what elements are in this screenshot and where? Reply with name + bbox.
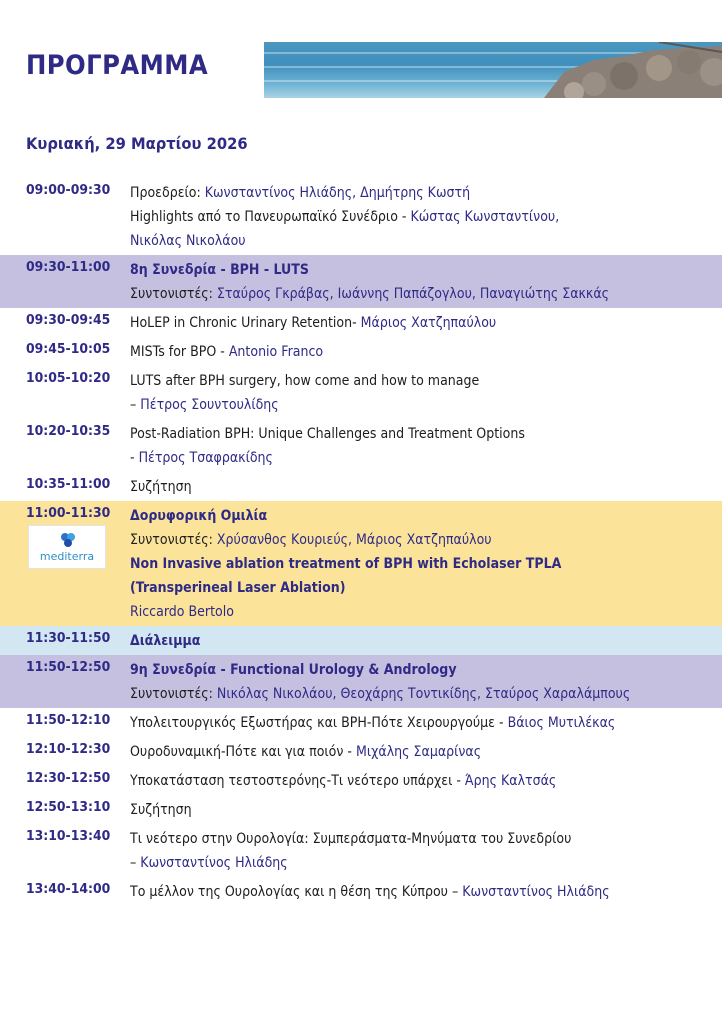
talk-title: Τι νεότερο στην Ουρολογία: Συμπεράσματα-Μηνύματα του Συνεδρίου — [130, 831, 572, 847]
time-slot: 11:00-11:30 — [26, 505, 111, 521]
break-label: Διάλειμμα — [130, 633, 201, 649]
speaker-name: Βάιος Μυτιλέκας — [507, 715, 616, 731]
schedule-row — [0, 708, 722, 737]
time-slot: 11:50-12:50 — [26, 659, 111, 675]
time-slot: 09:30-09:45 — [26, 312, 111, 328]
talk-title: HoLEP in Chronic Urinary Retention- — [130, 315, 361, 331]
time-slot: 11:50-12:10 — [26, 712, 111, 728]
talk-title: Non Invasive ablation treatment of BPH with Echolaser TPLA — [130, 556, 562, 572]
discussion-label: Συζήτηση — [130, 479, 192, 495]
time-slot: 09:45-10:05 — [26, 341, 111, 357]
logo-text: mediterra — [39, 550, 95, 563]
dash: - — [130, 450, 139, 466]
schedule-row — [0, 766, 722, 795]
speaker-name: Κωνσταντίνος Ηλιάδης — [462, 884, 610, 900]
moderator-names: Σταύρος Γκράβας, Ιωάννης Παπάζογλου, Παναγιώτης Σακκάς — [216, 286, 610, 302]
speaker-name: Μιχάλης Σαμαρίνας — [355, 744, 482, 760]
moderators-label: Συντονιστές: — [130, 286, 217, 302]
schedule-row — [0, 737, 722, 766]
talk-title: Υπολειτουργικός Εξωστήρας και BPH-Πότε Χειρουργούμε - — [130, 715, 508, 731]
talk-title: LUTS after BPH surgery, how come and how to manage — [130, 373, 480, 389]
speaker-name: Άρης Καλτσάς — [464, 773, 557, 789]
speaker-name: Πέτρος Σουντουλίδης — [140, 397, 279, 413]
date-heading: Κυριακή, 29 Μαρτίου 2026 — [26, 134, 248, 153]
talk-title: Post-Radiation BPH: Unique Challenges and Treatment Options — [130, 426, 525, 442]
time-slot: 13:40-14:00 — [26, 881, 111, 897]
speaker-name: Μάριος Χατζηπαύλου — [360, 315, 497, 331]
break-row — [0, 626, 722, 655]
schedule-row — [0, 308, 722, 337]
speaker-name: Πέτρος Τσαφρακίδης — [138, 450, 273, 466]
sponsor-lecture-row — [0, 501, 722, 626]
session-title: Δορυφορική Ομιλία — [130, 508, 268, 524]
moderators-label: Συντονιστές: — [130, 686, 217, 702]
dash: – — [130, 855, 141, 871]
time-slot: 09:30-11:00 — [26, 259, 111, 275]
time-slot: 12:50-13:10 — [26, 799, 111, 815]
moderator-names: Χρύσανθος Κουριεύς, Μάριος Χατζηπαύλου — [216, 532, 492, 548]
schedule-row — [0, 366, 722, 419]
schedule-row — [0, 419, 722, 472]
time-slot: 13:10-13:40 — [26, 828, 111, 844]
session-title: 9η Συνεδρία - Functional Urology & Andrology — [130, 662, 457, 678]
speaker-name: Κωνσταντίνος Ηλιάδης — [140, 855, 288, 871]
chairs-label: Προεδρείο: — [130, 185, 205, 201]
time-slot: 10:35-11:00 — [26, 476, 111, 492]
talk-title: MISTs for BPO - — [130, 344, 229, 360]
mediterra-mark-icon — [59, 531, 77, 549]
session-title: 8η Συνεδρία - BPH - LUTS — [130, 262, 309, 278]
schedule-row — [0, 337, 722, 366]
talk-title: Ουροδυναμική-Πότε και για ποιόν - — [130, 744, 356, 760]
schedule-row — [0, 178, 722, 255]
schedule-row — [0, 472, 722, 501]
talk-title: Υποκατάσταση τεστοστερόνης-Τι νεότερο υπάρχει - — [130, 773, 465, 789]
schedule-row — [0, 824, 722, 877]
talk-title: (Transperineal Laser Ablation) — [130, 580, 346, 596]
discussion-label: Συζήτηση — [130, 802, 192, 818]
time-slot: 11:30-11:50 — [26, 630, 111, 646]
moderator-names: Νικόλας Νικολάου, Θεοχάρης Τοντικίδης, Σταύρος Χαραλάμπους — [216, 686, 631, 702]
schedule-row — [0, 795, 722, 824]
speaker-name: Antonio Franco — [228, 344, 324, 360]
speaker-name: Riccardo Bertolo — [130, 604, 234, 620]
time-slot: 10:20-10:35 — [26, 423, 111, 439]
session-header-row — [0, 655, 722, 708]
schedule — [0, 178, 722, 906]
dash: – — [130, 397, 141, 413]
session-header-row — [0, 255, 722, 308]
speaker-name: Κώστας Κωνσταντίνου, — [410, 209, 560, 225]
mediterra-logo — [28, 525, 106, 569]
time-slot: 12:30-12:50 — [26, 770, 111, 786]
sea-rocks-banner-image — [264, 42, 722, 98]
time-slot: 12:10-12:30 — [26, 741, 111, 757]
talk-title: Highlights από το Πανευρωπαϊκό Συνέδριο - — [130, 209, 411, 225]
time-slot: 09:00-09:30 — [26, 182, 111, 198]
page-title: ΠΡΟΓΡΑΜΜΑ — [26, 50, 209, 81]
schedule-row — [0, 877, 722, 906]
speaker-name: Νικόλας Νικολάου — [130, 233, 246, 249]
speaker-name: Κωνσταντίνος Ηλιάδης, Δημήτρης Κωστή — [204, 185, 471, 201]
talk-title: Το μέλλον της Ουρολογίας και η θέση της Κύπρου – — [130, 884, 463, 900]
moderators-label: Συντονιστές: — [130, 532, 217, 548]
time-slot: 10:05-10:20 — [26, 370, 111, 386]
